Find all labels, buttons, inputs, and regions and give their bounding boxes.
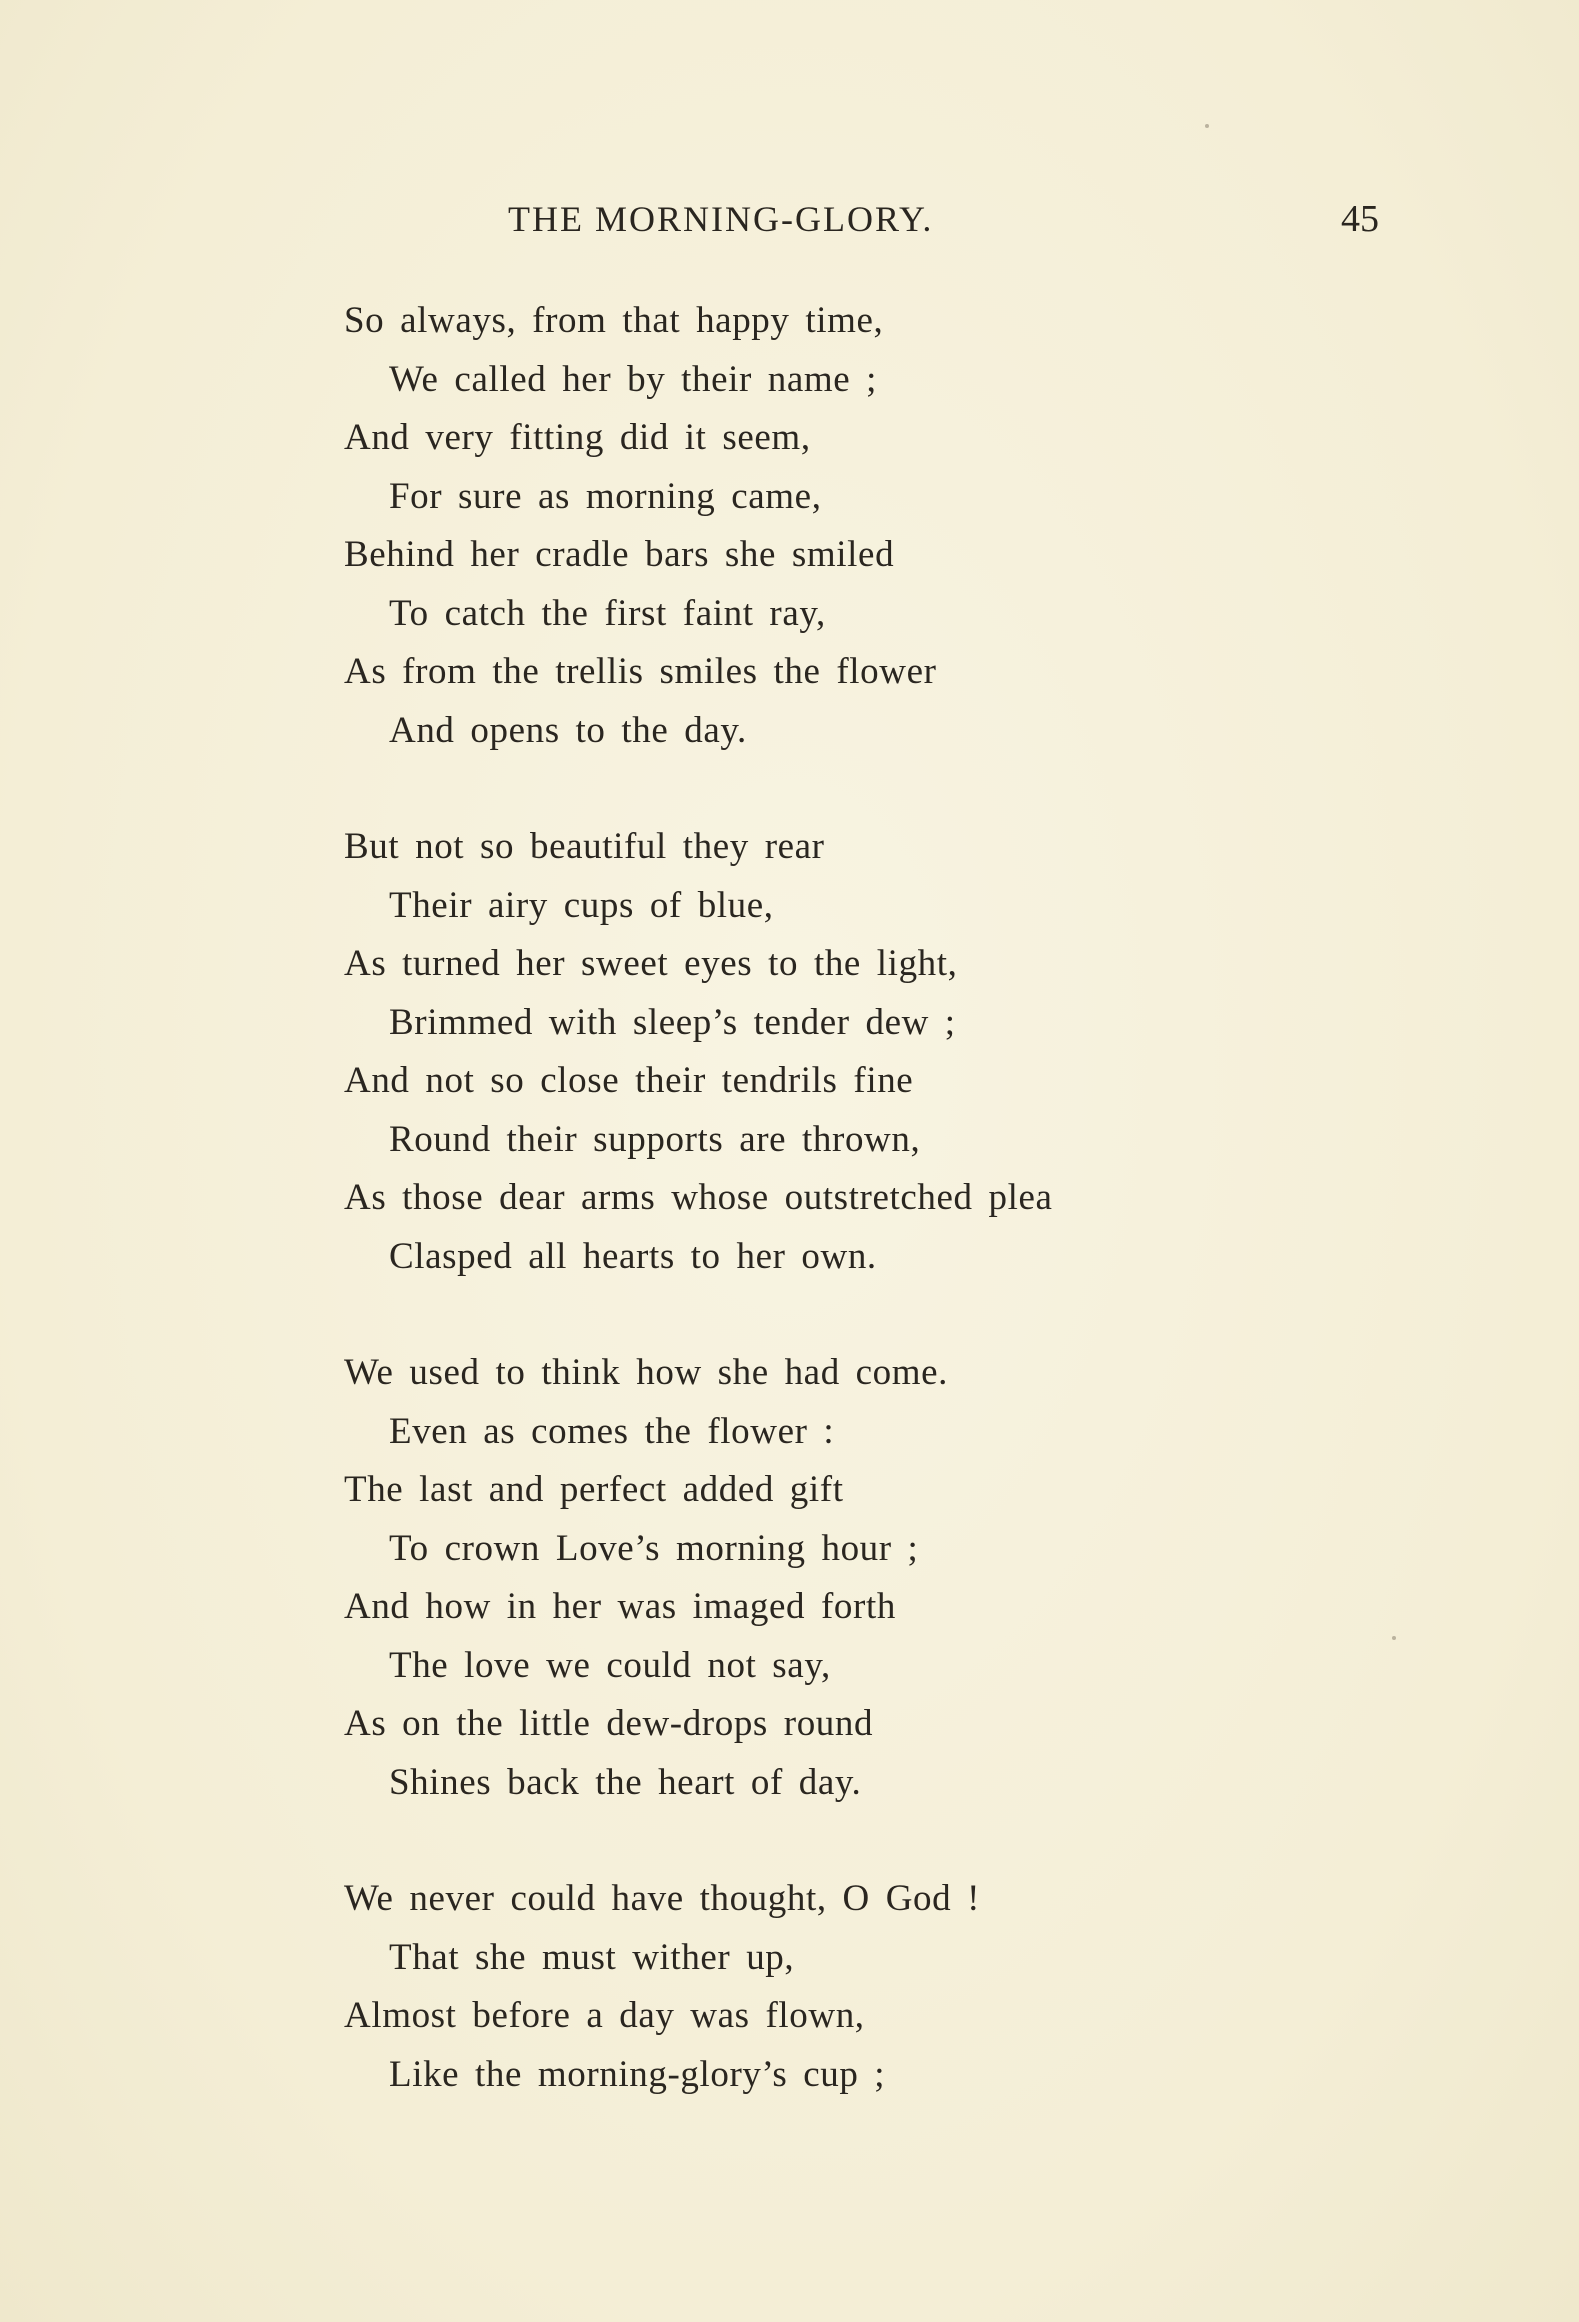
poem-line: We called her by their name ; (389, 358, 878, 400)
poem-line: The love we could not say, (389, 1644, 831, 1686)
running-title: THE MORNING-GLORY. (508, 199, 934, 239)
poem-line: Behind her cradle bars she smiled (344, 534, 895, 575)
poem-line: For sure as morning came, (389, 475, 822, 517)
stanza (344, 292, 1344, 760)
poem-line: Like the morning-glory’s cup ; (389, 2053, 886, 2095)
poem-line: Shines back the heart of day. (389, 1761, 862, 1803)
poem-line: And not so close their tendrils fine (344, 1060, 914, 1101)
poem-line: Their airy cups of blue, (389, 884, 774, 926)
poem-line: So always, from that happy time, (344, 300, 884, 341)
poem-line: That she must wither up, (389, 1936, 795, 1978)
poem-line: Even as comes the flower : (389, 1410, 835, 1452)
stanza (344, 818, 1344, 1286)
poem-line: And how in her was imaged forth (344, 1586, 896, 1627)
poem-line: We never could have thought, O God ! (344, 1878, 981, 1919)
poem (344, 292, 1344, 2162)
poem-line: But not so beautiful they rear (344, 826, 825, 867)
paper-speck (1205, 124, 1209, 128)
poem-line: Brimmed with sleep’s tender dew ; (389, 1001, 956, 1043)
poem-line: As those dear arms whose outstretched plea (344, 1177, 1053, 1218)
paper-speck (1392, 1636, 1396, 1640)
stanza (344, 1344, 1344, 1812)
poem-line: And very fitting did it seem, (344, 417, 811, 458)
poem-line: And opens to the day. (389, 709, 747, 751)
poem-line: To crown Love’s morning hour ; (389, 1527, 919, 1569)
poem-line: As turned her sweet eyes to the light, (344, 943, 958, 984)
poem-line: Round their supports are thrown, (389, 1118, 921, 1160)
poem-line: Almost before a day was flown, (344, 1995, 865, 2036)
poem-line: Clasped all hearts to her own. (389, 1235, 877, 1277)
poem-line: The last and perfect added gift (344, 1469, 844, 1510)
poem-line: As from the trellis smiles the flower (344, 651, 937, 692)
running-head (0, 194, 1579, 244)
stanza (344, 1870, 1344, 2104)
poem-line: As on the little dew-drops round (344, 1703, 874, 1744)
poem-line: We used to think how she had come. (344, 1352, 949, 1393)
page-number: 45 (1341, 198, 1379, 240)
poem-line: To catch the first faint ray, (389, 592, 826, 634)
